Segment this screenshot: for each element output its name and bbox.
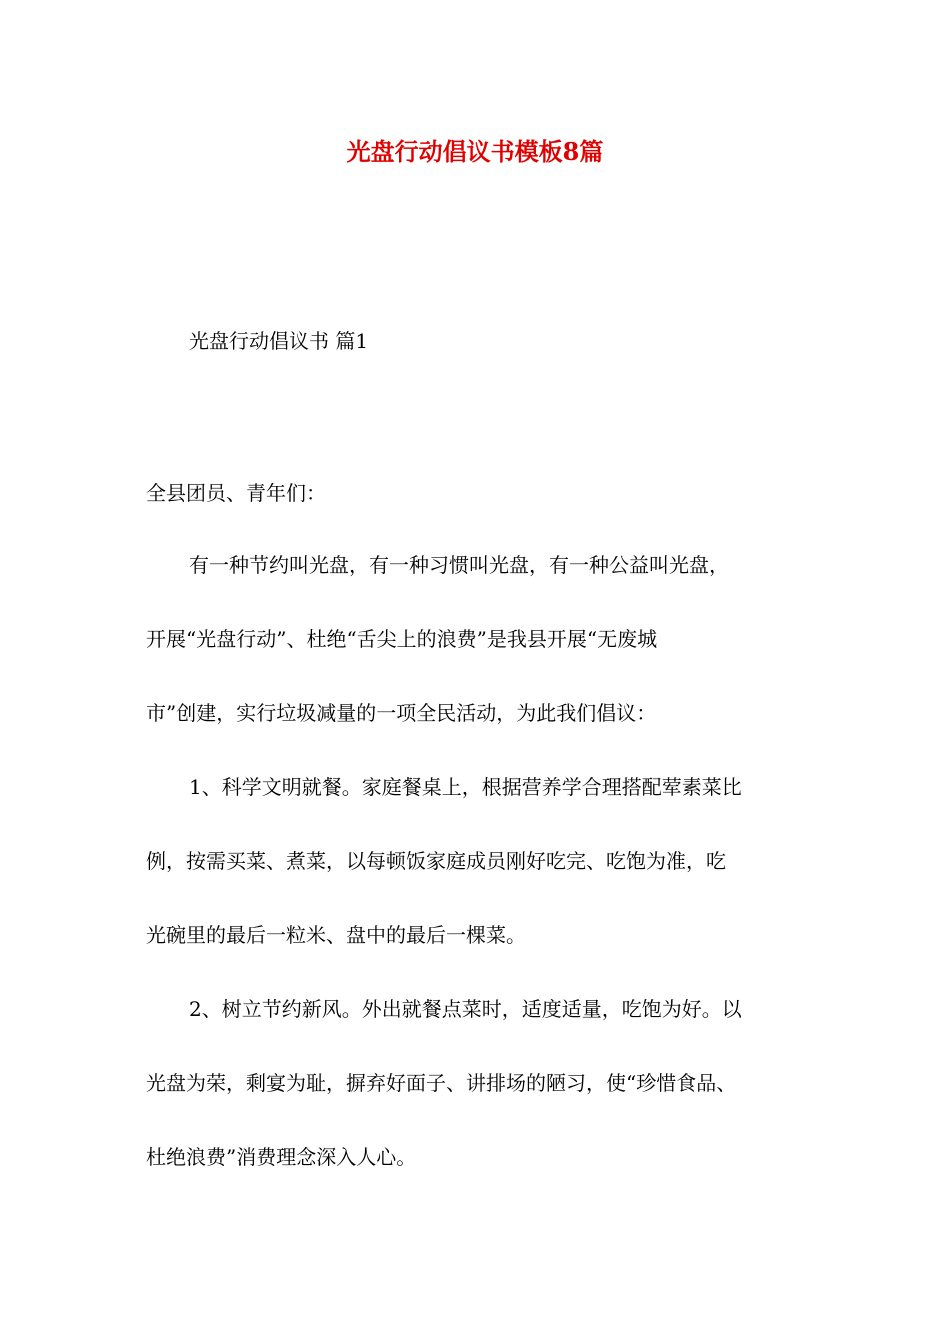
body-line: 例，按需买菜、煮菜，以每顿饭家庭成员刚好吃完、吃饱为准，吃: [146, 849, 726, 873]
body-line: 2、树立节约新风。外出就餐点菜时，适度适量，吃饱为好。以: [189, 997, 742, 1021]
body-line: 1、科学文明就餐。家庭餐桌上，根据营养学合理搭配荤素菜比: [189, 775, 742, 799]
body-line: 市”创建，实行垃圾减量的一项全民活动，为此我们倡议：: [146, 701, 657, 725]
salutation: 全县团员、青年们：: [146, 481, 326, 505]
body-line: 杜绝浪费”消费理念深入人心。: [146, 1145, 417, 1169]
body-line: 光盘为荣，剩宴为耻，摒弃好面子、讲排场的陋习，使“珍惜食品、: [146, 1071, 737, 1095]
section-heading: 光盘行动倡议书 篇1: [189, 329, 369, 353]
body-line: 开展“光盘行动”、杜绝“舌尖上的浪费”是我县开展“无废城: [146, 627, 658, 651]
body-line: 光碗里的最后一粒米、盘中的最后一棵菜。: [146, 923, 526, 947]
body-line: 有一种节约叫光盘，有一种习惯叫光盘，有一种公益叫光盘，: [189, 553, 729, 577]
document-title: 光盘行动倡议书模板8篇: [346, 137, 604, 166]
